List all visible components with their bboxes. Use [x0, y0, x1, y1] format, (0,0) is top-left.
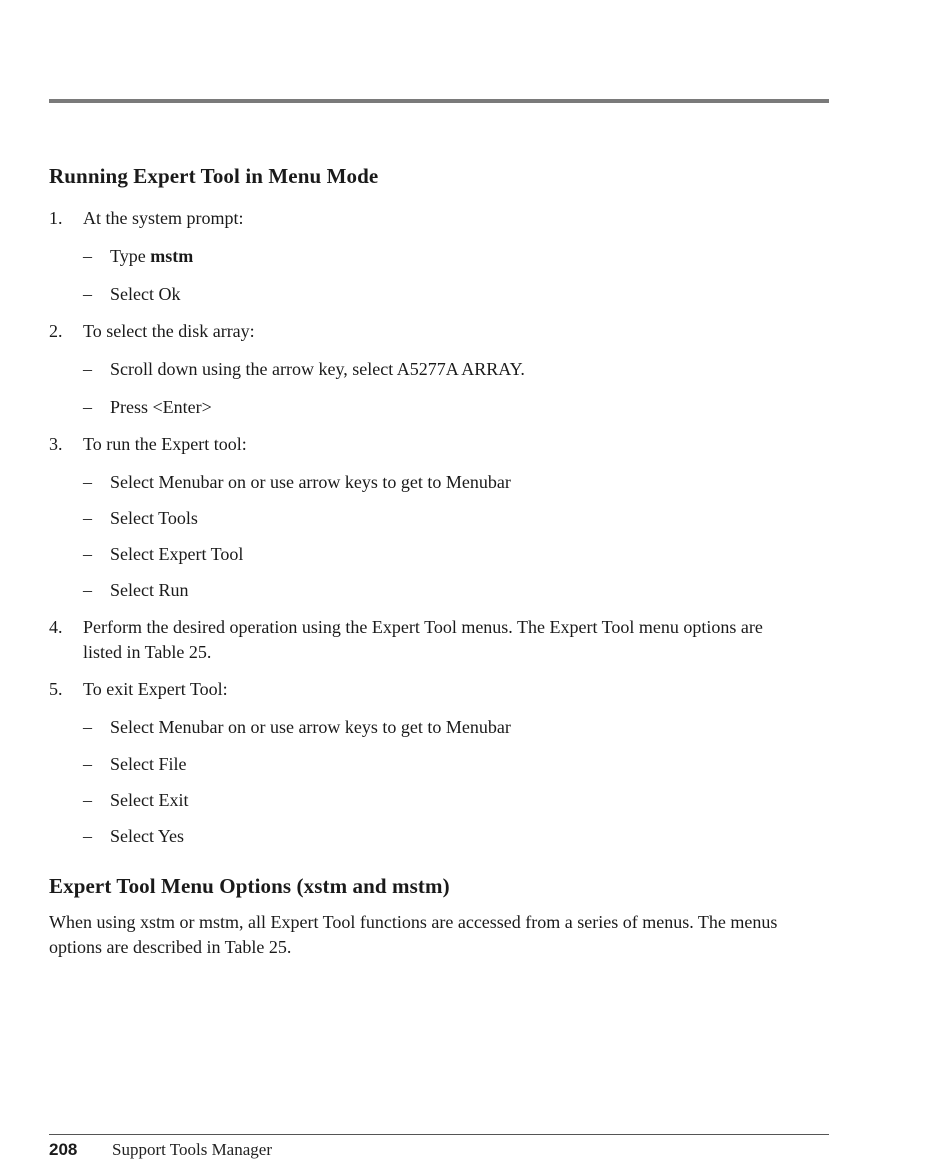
step-text: At the system prompt:: [83, 208, 244, 228]
sub-step: Scroll down using the arrow key, select A5277A ARRAY.: [110, 359, 525, 379]
body-paragraph: When using xstm or mstm, all Expert Tool functions are accessed from a series of menus. The menus options are described in Table 25.: [49, 912, 778, 957]
list-dash: –: [83, 284, 92, 304]
sub-step: Select Menubar on or use arrow keys to get to Menubar: [110, 717, 511, 737]
list-dash: –: [83, 754, 92, 774]
step-number: 1.: [49, 208, 63, 228]
sub-step: Select Tools: [110, 508, 198, 528]
step-number: 4.: [49, 617, 63, 637]
sub-step: Select Yes: [110, 826, 185, 846]
sub-step: Select Expert Tool: [110, 544, 244, 564]
sub-step-prefix: Type: [110, 246, 151, 266]
sub-step: Select Exit: [110, 790, 189, 810]
sub-step: Press <Enter>: [110, 397, 212, 417]
footer-title: Support Tools Manager: [112, 1140, 272, 1159]
step-text: To run the Expert tool:: [83, 434, 247, 454]
sub-step: Select Menubar on or use arrow keys to get to Menubar: [110, 472, 511, 492]
list-dash: –: [83, 508, 92, 528]
sub-step: Select Run: [110, 580, 189, 600]
list-dash: –: [83, 790, 92, 810]
section-heading-running-expert-tool: Running Expert Tool in Menu Mode: [49, 164, 379, 188]
step-text: To select the disk array:: [83, 321, 255, 341]
list-dash: –: [83, 397, 92, 417]
list-dash: –: [83, 544, 92, 564]
footer-rule: [49, 1134, 829, 1135]
list-dash: –: [83, 359, 92, 379]
sub-step: Select File: [110, 754, 187, 774]
list-dash: –: [83, 826, 92, 846]
sub-step: [110, 244, 193, 269]
top-rule: [49, 99, 829, 103]
page-number: 208: [49, 1140, 78, 1159]
step-text: Perform the desired operation using the Expert Tool menus. The Expert Tool menu options are listed in Table 25.: [83, 617, 763, 662]
step-number: 5.: [49, 679, 63, 699]
list-dash: –: [83, 472, 92, 492]
list-dash: –: [83, 717, 92, 737]
section-heading-menu-options: Expert Tool Menu Options (xstm and mstm): [49, 874, 450, 898]
step-number: 3.: [49, 434, 63, 454]
list-dash: –: [83, 246, 92, 266]
sub-step: Select Ok: [110, 284, 181, 304]
step-text: To exit Expert Tool:: [83, 679, 228, 699]
list-dash: –: [83, 580, 92, 600]
command-mstm: mstm: [150, 246, 194, 266]
step-number: 2.: [49, 321, 63, 341]
